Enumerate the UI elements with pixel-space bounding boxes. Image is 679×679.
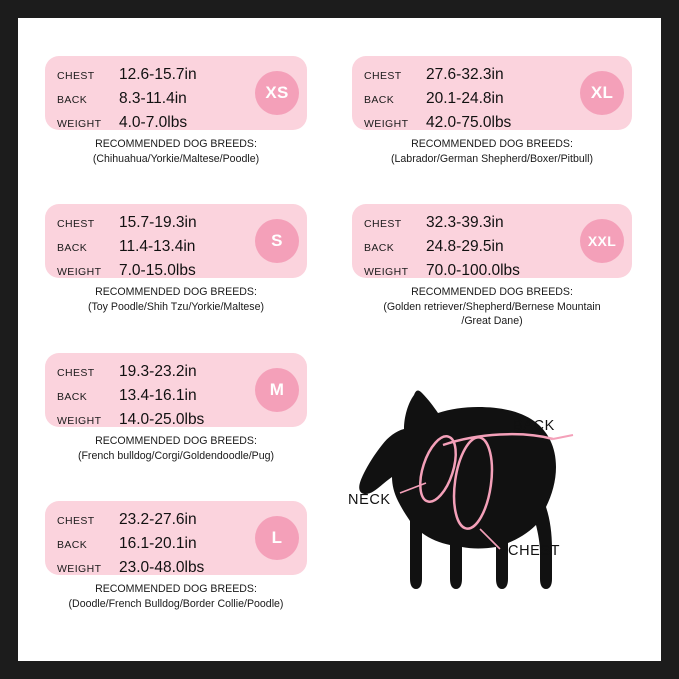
back-value: 13.4-16.1in — [119, 387, 197, 404]
breeds-list-line1: (French bulldog/Corgi/Goldendoodle/Pug) — [77, 449, 275, 462]
breeds-heading: RECOMMENDED DOG BREEDS: — [411, 286, 573, 298]
measurement-rows — [352, 66, 579, 138]
weight-label: WEIGHT — [57, 563, 102, 575]
back-label: BACK — [57, 242, 88, 254]
chest-value: 15.7-19.3in — [119, 214, 197, 231]
weight-label: WEIGHT — [364, 266, 409, 278]
weight-label: WEIGHT — [57, 118, 102, 130]
back-label: BACK — [364, 94, 395, 106]
measurement-rows — [45, 363, 272, 435]
measurement-row-weight — [364, 114, 579, 138]
back-value: 16.1-20.1in — [119, 535, 197, 552]
size-badge-l: L — [255, 516, 299, 560]
dog-silhouette-icon — [348, 373, 648, 623]
chest-value: 32.3-39.3in — [426, 214, 504, 231]
chest-label: CHEST — [57, 218, 95, 230]
size-chart-page — [18, 18, 661, 661]
back-label-text: BACK — [513, 418, 555, 434]
chest-label: CHEST — [57, 70, 95, 82]
measurement-row-back — [364, 238, 579, 262]
chest-value: 12.6-15.7in — [119, 66, 197, 83]
size-card-xxl — [352, 204, 632, 329]
measurement-row-weight — [57, 559, 272, 583]
weight-value: 42.0-75.0lbs — [426, 114, 512, 131]
dog-measurement-diagram — [348, 373, 648, 623]
measurement-row-back — [57, 535, 272, 559]
measurement-row-weight — [57, 114, 272, 138]
back-label: BACK — [364, 242, 395, 254]
size-badge-s: S — [255, 219, 299, 263]
measurement-row-chest — [57, 214, 272, 238]
breeds-heading: RECOMMENDED DOG BREEDS: — [95, 435, 257, 447]
breeds-block — [45, 434, 307, 463]
size-panel — [352, 204, 632, 278]
measurement-rows — [45, 66, 272, 138]
measurement-rows — [352, 214, 579, 286]
size-card-l — [45, 501, 307, 611]
chest-value: 27.6-32.3in — [426, 66, 504, 83]
measurement-row-weight — [57, 411, 272, 435]
breeds-heading: RECOMMENDED DOG BREEDS: — [95, 286, 257, 298]
size-card-xl — [352, 56, 632, 166]
size-panel — [45, 501, 307, 575]
weight-label: WEIGHT — [57, 415, 102, 427]
chest-label: CHEST — [57, 367, 95, 379]
chest-label-text: CHEST — [508, 543, 561, 559]
breeds-block — [352, 285, 632, 329]
measurement-row-chest — [57, 363, 272, 387]
breeds-list-line1: (Doodle/French Bulldog/Border Collie/Poodle) — [68, 597, 284, 610]
measurement-row-back — [57, 387, 272, 411]
weight-label: WEIGHT — [57, 266, 102, 278]
chest-label: CHEST — [364, 70, 402, 82]
breeds-block — [45, 137, 307, 166]
measurement-row-back — [57, 238, 272, 262]
size-panel — [352, 56, 632, 130]
weight-value: 14.0-25.0lbs — [119, 411, 205, 428]
weight-value: 7.0-15.0lbs — [119, 262, 196, 279]
weight-value: 70.0-100.0lbs — [426, 262, 520, 279]
size-panel — [45, 56, 307, 130]
breeds-list-line1: (Labrador/German Shepherd/Boxer/Pitbull) — [391, 152, 593, 165]
breeds-block — [45, 582, 307, 611]
breeds-list-line1: (Chihuahua/Yorkie/Maltese/Poodle) — [92, 152, 260, 165]
breeds-heading: RECOMMENDED DOG BREEDS: — [95, 583, 257, 595]
measurement-row-back — [57, 90, 272, 114]
measurement-row-chest — [57, 66, 272, 90]
size-badge-xs: XS — [255, 71, 299, 115]
measurement-row-chest — [364, 66, 579, 90]
size-panel — [45, 204, 307, 278]
breeds-block — [352, 137, 632, 166]
size-badge-xxl: XXL — [580, 219, 624, 263]
measurement-row-weight — [57, 262, 272, 286]
measurement-row-chest — [364, 214, 579, 238]
measurement-row-weight — [364, 262, 579, 286]
weight-value: 23.0-48.0lbs — [119, 559, 205, 576]
size-card-s — [45, 204, 307, 314]
chest-value: 19.3-23.2in — [119, 363, 197, 380]
breeds-heading: RECOMMENDED DOG BREEDS: — [95, 138, 257, 150]
measurement-rows — [45, 511, 272, 583]
back-value: 11.4-13.4in — [119, 238, 196, 255]
breeds-heading: RECOMMENDED DOG BREEDS: — [411, 138, 573, 150]
breeds-list-line1: (Golden retriever/Shepherd/Bernese Mountain — [383, 300, 601, 313]
chest-value: 23.2-27.6in — [119, 511, 197, 528]
size-card-m — [45, 353, 307, 463]
breeds-list-line2: /Great Dane) — [461, 315, 523, 327]
back-label: BACK — [57, 391, 88, 403]
breeds-block — [45, 285, 307, 314]
breeds-list-line1: (Toy Poodle/Shih Tzu/Yorkie/Maltese) — [87, 300, 265, 313]
back-value: 20.1-24.8in — [426, 90, 504, 107]
measurement-rows — [45, 214, 272, 286]
size-badge-xl: XL — [580, 71, 624, 115]
weight-label: WEIGHT — [364, 118, 409, 130]
weight-value: 4.0-7.0lbs — [119, 114, 188, 131]
chest-label: CHEST — [364, 218, 402, 230]
neck-label-text: NECK — [348, 492, 391, 508]
chest-label: CHEST — [57, 515, 95, 527]
measurement-row-chest — [57, 511, 272, 535]
size-badge-m: M — [255, 368, 299, 412]
back-label: BACK — [57, 539, 88, 551]
size-panel — [45, 353, 307, 427]
back-leader-line — [553, 435, 573, 439]
back-label: BACK — [57, 94, 88, 106]
size-card-xs — [45, 56, 307, 166]
back-value: 8.3-11.4in — [119, 90, 187, 107]
back-value: 24.8-29.5in — [426, 238, 504, 255]
measurement-row-back — [364, 90, 579, 114]
